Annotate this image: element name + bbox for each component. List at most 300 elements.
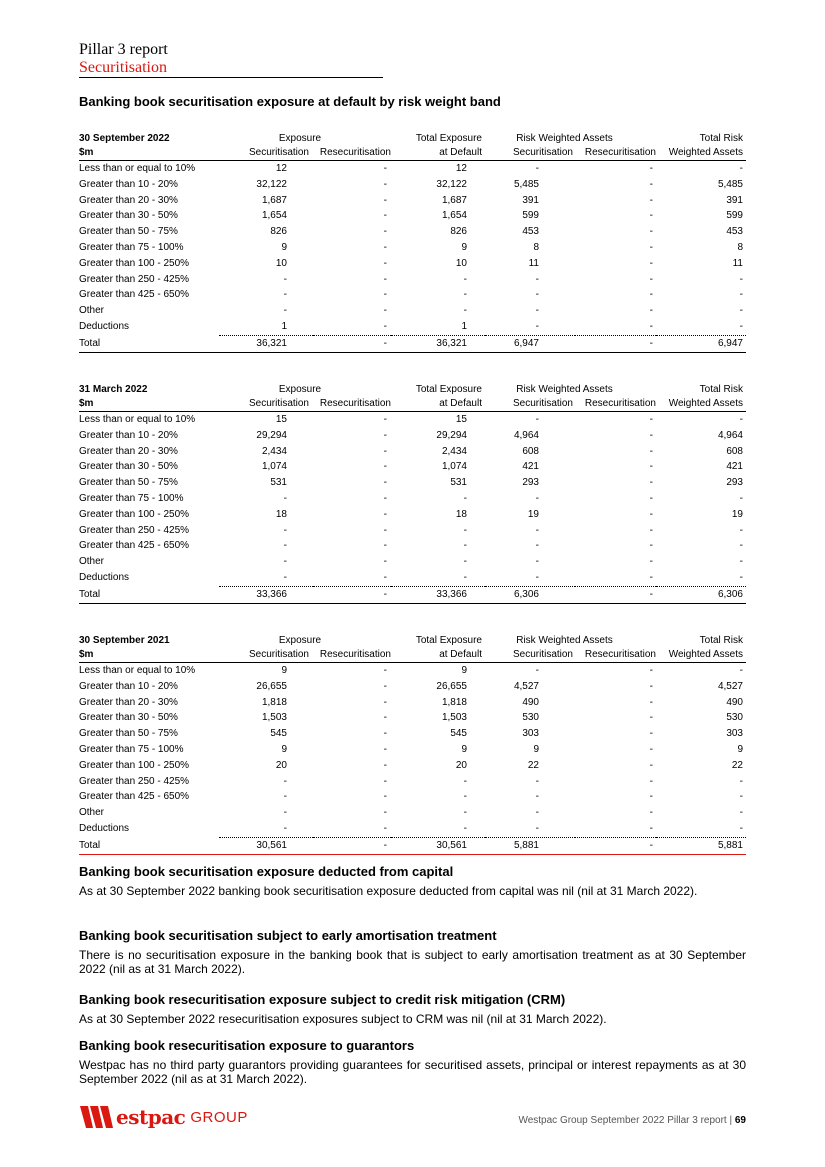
row-label: Greater than 10 - 20% [79, 429, 178, 441]
row-label: Greater than 50 - 75% [79, 226, 178, 238]
table-cell: 826 [270, 226, 287, 238]
table-cell: 33,366 [391, 586, 485, 603]
table-cell: - [313, 821, 391, 837]
logo-group: GROUP [190, 1108, 248, 1126]
table-row [79, 710, 746, 726]
table-row [79, 663, 746, 679]
text-section [79, 928, 746, 976]
table-cell: - [649, 759, 653, 771]
table-cell: - [383, 712, 387, 724]
table-row [79, 491, 746, 507]
header-resecuritisation: Resecuritisation [575, 648, 656, 663]
row-label: Greater than 20 - 30% [79, 445, 178, 457]
row-label: Greater than 20 - 30% [79, 696, 178, 708]
table-cell: - [383, 696, 387, 708]
table-cell: - [649, 508, 653, 520]
table-cell: 453 [522, 226, 539, 238]
table-cell: - [649, 429, 653, 441]
table-cell: 9 [461, 241, 467, 253]
table-cell: - [383, 210, 387, 222]
table-cell: 1,503 [441, 712, 467, 724]
logo-wordmark: estpac [116, 1105, 186, 1129]
table-cell: 8 [533, 241, 539, 253]
table-cell: 5,485 [513, 178, 539, 190]
table-cell: - [649, 556, 653, 568]
table-cell: - [649, 540, 653, 552]
table-cell: 19 [731, 508, 743, 520]
header-securitisation: Securitisation [219, 397, 313, 412]
table-cell: 530 [726, 712, 743, 724]
header-securitisation: Securitisation [485, 397, 575, 412]
table-cell: 19 [527, 508, 539, 520]
table-cell: - [575, 570, 656, 586]
header-rwa: Risk Weighted Assets [516, 635, 613, 646]
table-cell: 8 [737, 241, 743, 253]
table-cell: 6,947 [485, 335, 575, 352]
table-total-row [79, 586, 746, 603]
table-cell: - [739, 163, 743, 174]
table-cell: - [383, 429, 387, 441]
table-cell: 490 [726, 696, 743, 708]
table-cell: - [283, 775, 287, 787]
section-heading: Banking book securitisation exposure deducted from capital [79, 864, 454, 879]
table-cell: - [383, 461, 387, 473]
table-total-row [79, 837, 746, 854]
table-cell: - [313, 570, 391, 586]
table-cell: - [463, 524, 467, 536]
table-cell: - [391, 821, 485, 837]
header-unit: $m [79, 648, 219, 663]
table-cell: 545 [450, 728, 467, 740]
table-cell: 531 [270, 477, 287, 489]
table-cell: 391 [726, 194, 743, 206]
table-cell: - [535, 775, 539, 787]
table-period: 31 March 2022 [79, 384, 148, 395]
table-cell: - [649, 305, 653, 317]
table-cell: - [313, 335, 391, 352]
section-heading: Banking book resecuritisation exposure to guarantors [79, 1038, 415, 1053]
header-total-risk: Total Risk [699, 133, 743, 144]
header-exposure: Exposure [278, 384, 322, 395]
table-cell: - [649, 461, 653, 473]
table-cell: - [283, 289, 287, 301]
table-cell: 26,655 [436, 680, 467, 692]
table-cell: 9 [461, 743, 467, 755]
table-row [79, 412, 746, 428]
table-cell: - [656, 821, 746, 837]
table-cell: - [219, 570, 313, 586]
table-cell: 22 [731, 759, 743, 771]
text-section [79, 992, 746, 1026]
table-cell: - [383, 524, 387, 536]
page-title: Banking book securitisation exposure at default by risk weight band [79, 94, 501, 109]
table-cell: - [283, 524, 287, 536]
table-cell: 5,485 [717, 178, 743, 190]
section-body: As at 30 September 2022 banking book securitisation exposure deducted from capital was nil (nil at 31 March 2022). [79, 884, 698, 898]
table-cell: - [383, 178, 387, 190]
table-cell: - [283, 305, 287, 317]
header-total-risk: Total Risk [699, 635, 743, 646]
table-cell: - [463, 289, 467, 301]
table-cell: 20 [275, 759, 287, 771]
table-cell: - [383, 775, 387, 787]
table-cell: 826 [450, 226, 467, 238]
page-number: 69 [734, 1115, 746, 1126]
table-cell: - [649, 696, 653, 708]
header-exposure: Exposure [278, 635, 322, 646]
table-cell: 32,122 [436, 178, 467, 190]
table-row [79, 538, 746, 554]
header-at-default: at Default [391, 648, 485, 663]
table-cell: 1,654 [441, 210, 467, 222]
table-cell: 530 [522, 712, 539, 724]
table-cell: 6,947 [656, 335, 746, 352]
table-row [79, 507, 746, 523]
row-label: Other [79, 807, 105, 819]
table-cell: 32,122 [256, 178, 287, 190]
table-cell: 9 [737, 743, 743, 755]
table-cell: - [649, 289, 653, 301]
header-securitisation: Securitisation [219, 146, 313, 161]
table-row [79, 193, 746, 209]
table-cell: - [535, 305, 539, 317]
table-cell: - [383, 226, 387, 238]
table-row [79, 570, 746, 586]
table-cell: - [649, 492, 653, 504]
table-cell: 6,306 [485, 586, 575, 603]
table-cell: 18 [455, 508, 467, 520]
row-label: Greater than 30 - 50% [79, 712, 178, 724]
table-row [79, 821, 746, 837]
footer-report-text [518, 1115, 746, 1126]
table-cell: - [649, 257, 653, 269]
table-row [79, 287, 746, 303]
row-label: Less than or equal to 10% [79, 163, 196, 174]
table-cell: 599 [522, 210, 539, 222]
table-cell: - [383, 680, 387, 692]
header-securitisation: Securitisation [485, 648, 575, 663]
row-label: Greater than 100 - 250% [79, 759, 190, 771]
header-weighted-assets: Weighted Assets [656, 146, 746, 161]
table-period: 30 September 2021 [79, 635, 170, 646]
table-row [79, 805, 746, 821]
row-label: Greater than 30 - 50% [79, 461, 178, 473]
header-resecuritisation: Resecuritisation [575, 146, 656, 161]
table-cell: 29,294 [256, 429, 287, 441]
table-cell: - [383, 477, 387, 489]
header-rwa: Risk Weighted Assets [516, 133, 613, 144]
table-cell: 490 [522, 696, 539, 708]
table-cell: - [649, 807, 653, 819]
table-cell: - [649, 414, 653, 425]
table-cell: 9 [281, 241, 287, 253]
table-cell: 30,561 [391, 837, 485, 854]
section-body: As at 30 September 2022 resecuritisation exposures subject to CRM was nil (nil at 31 March 2022). [79, 1012, 607, 1026]
table-cell: 4,527 [513, 680, 539, 692]
table-cell: 1,503 [261, 712, 287, 724]
table-cell: 421 [522, 461, 539, 473]
table-cell: - [535, 540, 539, 552]
table-cell: - [739, 791, 743, 803]
table-cell: 421 [726, 461, 743, 473]
table-cell: 1,818 [441, 696, 467, 708]
row-label: Greater than 75 - 100% [79, 492, 184, 504]
table-cell: - [383, 257, 387, 269]
table-cell: - [463, 540, 467, 552]
table-cell: 599 [726, 210, 743, 222]
table-row [79, 224, 746, 240]
row-label: Other [79, 556, 105, 568]
row-label: Greater than 30 - 50% [79, 210, 178, 222]
section-body: There is no securitisation exposure in the banking book that is subject to early amortisation treatment as at 30 September 2022 (nil as at 31 March 2022). [79, 948, 746, 976]
table-cell: - [219, 821, 313, 837]
header-at-default: at Default [391, 397, 485, 412]
table-row [79, 303, 746, 319]
table-cell: - [383, 665, 387, 676]
table-cell: 11 [732, 257, 743, 269]
section-heading: Banking book resecuritisation exposure subject to credit risk mitigation (CRM) [79, 992, 566, 1007]
table-cell: - [535, 665, 539, 676]
table-cell: - [463, 273, 467, 285]
table-cell: - [739, 665, 743, 676]
table-row [79, 523, 746, 539]
table-cell: - [383, 743, 387, 755]
table-cell: - [575, 837, 656, 854]
table-cell: - [649, 680, 653, 692]
table-cell: 303 [522, 728, 539, 740]
table-cell: - [739, 807, 743, 819]
table-cell: - [383, 194, 387, 206]
table-cell: - [739, 556, 743, 568]
table-cell: - [313, 837, 391, 854]
table-row [79, 272, 746, 288]
table-cell: - [485, 319, 575, 335]
row-label: Greater than 100 - 250% [79, 257, 190, 269]
row-label: Greater than 20 - 30% [79, 194, 178, 206]
table-cell: - [649, 163, 653, 174]
section-heading: Banking book securitisation subject to early amortisation treatment [79, 928, 497, 943]
table-cell: - [283, 556, 287, 568]
row-label: Less than or equal to 10% [79, 665, 196, 676]
table-cell: - [535, 492, 539, 504]
exposure-table [79, 634, 746, 855]
table-row [79, 444, 746, 460]
table-cell: 608 [522, 445, 539, 457]
table-cell: 608 [726, 445, 743, 457]
table-cell: - [649, 665, 653, 676]
table-cell: - [575, 586, 656, 603]
table-cell: 15 [275, 414, 287, 425]
table-period: 30 September 2022 [79, 133, 170, 144]
table-row [79, 177, 746, 193]
table-cell: - [383, 492, 387, 504]
table-cell: - [649, 775, 653, 787]
table-cell: 4,964 [513, 429, 539, 441]
table-cell: 1,074 [441, 461, 467, 473]
row-label: Greater than 425 - 650% [79, 540, 190, 552]
table-cell: - [383, 556, 387, 568]
table-row [79, 758, 746, 774]
westpac-w-icon [80, 1106, 118, 1128]
header-rule [79, 77, 383, 78]
table-cell: - [649, 477, 653, 489]
row-label: Greater than 75 - 100% [79, 743, 184, 755]
table-cell: - [739, 273, 743, 285]
table-cell: - [649, 743, 653, 755]
table-cell: 6,306 [656, 586, 746, 603]
row-label: Greater than 100 - 250% [79, 508, 190, 520]
table-cell: 29,294 [436, 429, 467, 441]
row-label: Less than or equal to 10% [79, 414, 196, 425]
table-cell: - [383, 508, 387, 520]
table-cell: - [313, 586, 391, 603]
table-cell: - [383, 759, 387, 771]
table-cell: - [535, 273, 539, 285]
table-cell: - [739, 289, 743, 301]
table-cell: 1,687 [261, 194, 287, 206]
table-cell: - [649, 524, 653, 536]
table-cell: 1,074 [261, 461, 287, 473]
table-cell: - [283, 273, 287, 285]
table-cell: - [739, 305, 743, 317]
table-cell: - [739, 414, 743, 425]
table-cell: 26,655 [256, 680, 287, 692]
row-label: Deductions [79, 572, 130, 584]
table-cell: - [391, 570, 485, 586]
table-cell: - [649, 178, 653, 190]
table-row [79, 726, 746, 742]
table-cell: 2,434 [261, 445, 287, 457]
header-total-exposure: Total Exposure [415, 384, 482, 395]
table-cell: 4,964 [717, 429, 743, 441]
header-securitisation: Securitisation [485, 146, 575, 161]
table-row [79, 695, 746, 711]
header-total-exposure: Total Exposure [415, 133, 482, 144]
page-header [79, 40, 383, 78]
table-cell: - [649, 241, 653, 253]
table-cell: - [649, 210, 653, 222]
table-cell: 20 [455, 759, 467, 771]
table-row [79, 161, 746, 177]
table-cell: - [649, 273, 653, 285]
table-cell: 10 [275, 257, 287, 269]
section-title: Securitisation [79, 59, 167, 76]
table-row [79, 319, 746, 335]
table-cell: - [383, 540, 387, 552]
table-cell: - [383, 289, 387, 301]
table-cell: - [485, 821, 575, 837]
table-cell: 531 [450, 477, 467, 489]
table-cell: 303 [726, 728, 743, 740]
table-cell: - [283, 791, 287, 803]
table-cell: - [575, 821, 656, 837]
table-cell: - [656, 570, 746, 586]
header-resecuritisation: Resecuritisation [313, 397, 391, 412]
table-cell: 391 [522, 194, 539, 206]
table-cell: - [283, 492, 287, 504]
table-cell: - [463, 305, 467, 317]
table-cell: - [739, 775, 743, 787]
table-cell: - [283, 807, 287, 819]
table-row [79, 789, 746, 805]
table-cell: - [463, 775, 467, 787]
table-cell: 453 [726, 226, 743, 238]
table-cell: - [463, 492, 467, 504]
exposure-table [79, 383, 746, 604]
table-row [79, 554, 746, 570]
header-securitisation: Securitisation [219, 648, 313, 663]
header-resecuritisation: Resecuritisation [313, 648, 391, 663]
table-cell: - [656, 319, 746, 335]
table-cell: - [535, 414, 539, 425]
table-cell: 1,687 [441, 194, 467, 206]
row-label: Greater than 10 - 20% [79, 680, 178, 692]
table-cell: 18 [275, 508, 287, 520]
table-cell: 11 [528, 257, 539, 269]
row-label: Total [79, 335, 219, 352]
table-row [79, 459, 746, 475]
report-title: Pillar 3 report [79, 41, 168, 58]
table-cell: - [575, 319, 656, 335]
header-weighted-assets: Weighted Assets [656, 397, 746, 412]
row-label: Total [79, 586, 219, 603]
table-cell: - [283, 540, 287, 552]
table-cell: - [313, 319, 391, 335]
table-cell: 9 [533, 743, 539, 755]
westpac-logo [80, 1105, 248, 1129]
header-exposure: Exposure [278, 133, 322, 144]
table-cell: - [485, 570, 575, 586]
table-cell: - [463, 807, 467, 819]
table-row [79, 208, 746, 224]
text-section [79, 1038, 746, 1086]
table-row [79, 256, 746, 272]
row-label: Deductions [79, 321, 130, 333]
table-cell: - [535, 163, 539, 174]
row-label: Total [79, 837, 219, 854]
row-label: Other [79, 305, 105, 317]
table-cell: - [649, 445, 653, 457]
row-label: Deductions [79, 823, 130, 835]
table-cell: 9 [461, 665, 467, 676]
table-cell: - [649, 194, 653, 206]
table-cell: - [383, 163, 387, 174]
table-cell: 36,321 [391, 335, 485, 352]
table-cell: - [383, 791, 387, 803]
row-label: Greater than 250 - 425% [79, 775, 190, 787]
header-weighted-assets: Weighted Assets [656, 648, 746, 663]
table-row [79, 428, 746, 444]
text-section [79, 864, 746, 898]
header-rwa: Risk Weighted Assets [516, 384, 613, 395]
exposure-table [79, 132, 746, 353]
table-cell: - [575, 335, 656, 352]
table-total-row [79, 335, 746, 352]
row-label: Greater than 425 - 650% [79, 289, 190, 301]
table-cell: 36,321 [219, 335, 313, 352]
table-cell: - [383, 807, 387, 819]
table-cell: 15 [455, 414, 467, 425]
table-row [79, 774, 746, 790]
row-label: Greater than 250 - 425% [79, 273, 190, 285]
table-cell: 10 [455, 257, 467, 269]
table-cell: 2,434 [441, 445, 467, 457]
table-cell: 545 [270, 728, 287, 740]
header-unit: $m [79, 397, 219, 412]
table-cell: - [535, 289, 539, 301]
footer-label: Westpac Group September 2022 Pillar 3 report | [518, 1115, 735, 1126]
table-cell: - [463, 556, 467, 568]
